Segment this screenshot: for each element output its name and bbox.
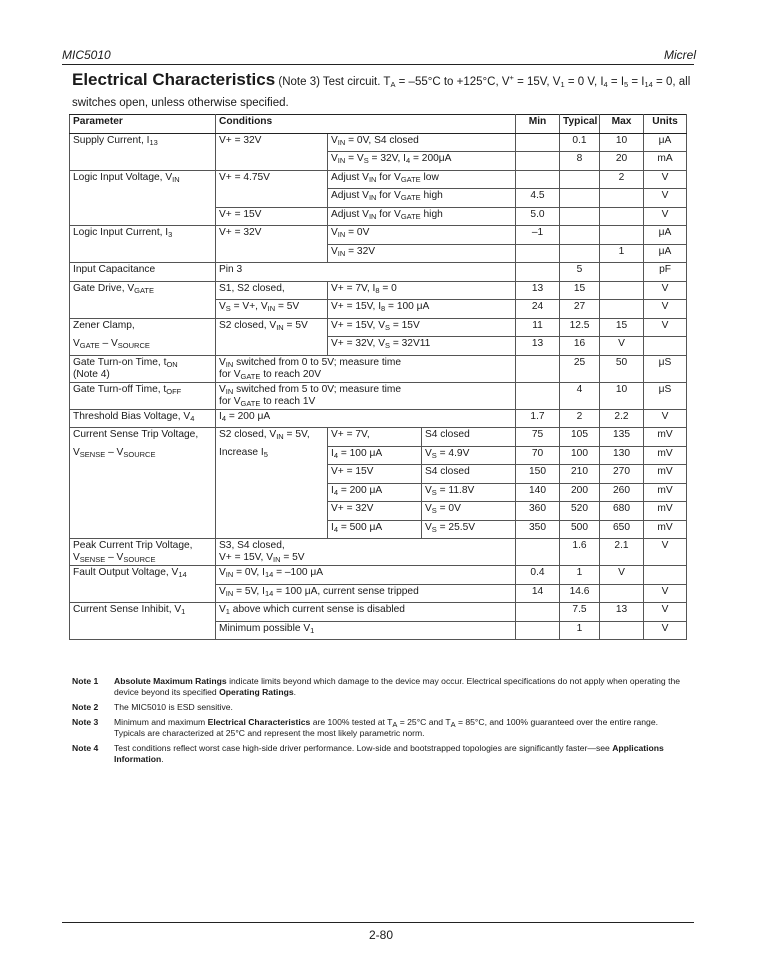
cond-cell: $V_{IN} = 0V$, $I_{14} = -100$ μA bbox=[216, 566, 516, 585]
empty-cell bbox=[600, 226, 644, 245]
cond-cell: Adjust $V_{IN}$ for $V_{GATE}$ high bbox=[328, 207, 516, 226]
page-number: 2-80 bbox=[368, 928, 394, 942]
empty-cell bbox=[70, 244, 216, 263]
max-cell: 260 bbox=[600, 483, 644, 502]
empty-cell bbox=[600, 263, 644, 282]
cond-cell: $V_{IN}$ switched from 0 to 5V; measure time for $V_{GATE}$ to reach 20V bbox=[216, 355, 516, 382]
table-row bbox=[70, 539, 687, 566]
param-cell: $V_{SENSE} - V_{SOURCE}$ bbox=[70, 446, 216, 465]
empty-cell bbox=[516, 152, 560, 171]
max-cell: 1 bbox=[600, 244, 644, 263]
unit-cell: V bbox=[644, 603, 687, 622]
note-2: Note 2 The MIC5010 is ESD sensitive. bbox=[72, 702, 233, 712]
typ-cell: 210 bbox=[560, 465, 600, 484]
cond-cell: V+ = 32V bbox=[216, 133, 328, 152]
empty-cell bbox=[216, 337, 328, 356]
col-units: Units bbox=[644, 115, 687, 134]
max-cell: 15 bbox=[600, 318, 644, 337]
table-row bbox=[70, 281, 687, 300]
cond-cell: S4 closed bbox=[422, 465, 516, 484]
table-row bbox=[70, 170, 687, 189]
cond-cell: $V_S = 25.5V$ bbox=[422, 520, 516, 539]
unit-cell: μA bbox=[644, 226, 687, 245]
typ-cell: 14.6 bbox=[560, 584, 600, 603]
table-row bbox=[70, 502, 687, 521]
typ-cell: 12.5 bbox=[560, 318, 600, 337]
empty-cell bbox=[70, 621, 216, 640]
max-cell: 20 bbox=[600, 152, 644, 171]
param-cell: Logic Input Current, $I_3$ bbox=[70, 226, 216, 245]
table-row bbox=[70, 226, 687, 245]
note-3: Note 3 Minimum and maximum Electrical Characteristics are 100% tested at $T_A = 25^\circ C$ and $T_A = 85^\circ C$, and 100% guaranteed over the entire range. Typicals are characterized at 25°C and represent the most likely parametric norm. bbox=[72, 717, 659, 738]
table-row bbox=[70, 465, 687, 484]
max-cell: 50 bbox=[600, 355, 644, 382]
typ-cell: 105 bbox=[560, 428, 600, 447]
empty-cell bbox=[516, 170, 560, 189]
empty-cell bbox=[70, 584, 216, 603]
col-typical: Typical bbox=[560, 115, 600, 134]
min-cell: 75 bbox=[516, 428, 560, 447]
empty-cell bbox=[216, 502, 328, 521]
min-cell: 70 bbox=[516, 446, 560, 465]
param-cell: Current Sense Inhibit, $V_1$ bbox=[70, 603, 216, 622]
empty-cell bbox=[644, 566, 687, 585]
max-cell: V bbox=[600, 337, 644, 356]
empty-cell bbox=[70, 483, 216, 502]
empty-cell bbox=[600, 621, 644, 640]
cond-cell: V+ = 15V bbox=[328, 465, 422, 484]
unit-cell: V bbox=[644, 584, 687, 603]
empty-cell bbox=[216, 520, 328, 539]
cond-cell: Adjust $V_{IN}$ for $V_{GATE}$ low bbox=[328, 170, 516, 189]
cond-cell: $V_S = V+$, $V_{IN} = 5V$ bbox=[216, 300, 328, 319]
param-cell: Input Capacitance bbox=[70, 263, 216, 282]
min-cell: –1 bbox=[516, 226, 560, 245]
empty-cell bbox=[600, 300, 644, 319]
max-cell: 650 bbox=[600, 520, 644, 539]
header-part-number: MIC5010 bbox=[62, 48, 111, 62]
cond-cell: V+ = 32V, $V_S = 32V11$ bbox=[328, 337, 516, 356]
min-cell: 13 bbox=[516, 337, 560, 356]
cond-cell: $V_{IN} = 32V$ bbox=[328, 244, 516, 263]
unit-cell: V bbox=[644, 300, 687, 319]
typ-cell: 5 bbox=[560, 263, 600, 282]
cond-cell: $V_{IN} = 0V$ bbox=[328, 226, 516, 245]
note-4: Note 4 Test conditions reflect worst case high-side driver performance. Low-side and bootstrapped topologies are significantly faster—see Applications Information. bbox=[72, 743, 664, 764]
max-cell: 13 bbox=[600, 603, 644, 622]
empty-cell bbox=[70, 520, 216, 539]
param-cell: Supply Current, $I_{13}$ bbox=[70, 133, 216, 152]
empty-cell bbox=[516, 355, 560, 382]
table-row bbox=[70, 566, 687, 585]
table-row bbox=[70, 446, 687, 465]
min-cell: 4.5 bbox=[516, 189, 560, 208]
min-cell: 5.0 bbox=[516, 207, 560, 226]
min-cell: 13 bbox=[516, 281, 560, 300]
empty-cell bbox=[216, 465, 328, 484]
max-cell: 2 bbox=[600, 170, 644, 189]
col-conditions: Conditions bbox=[216, 115, 516, 134]
cond-cell: Pin 3 bbox=[216, 263, 516, 282]
empty-cell bbox=[560, 189, 600, 208]
table-row bbox=[70, 355, 687, 382]
unit-cell: V bbox=[644, 539, 687, 566]
unit-cell: mV bbox=[644, 520, 687, 539]
unit-cell: mV bbox=[644, 446, 687, 465]
typ-cell: 500 bbox=[560, 520, 600, 539]
min-cell: 1.7 bbox=[516, 409, 560, 428]
table-row bbox=[70, 409, 687, 428]
unit-cell: pF bbox=[644, 263, 687, 282]
param-cell: Gate Turn-off Time, $t_{OFF}$ bbox=[70, 382, 216, 409]
typ-cell: 100 bbox=[560, 446, 600, 465]
typ-cell: 15 bbox=[560, 281, 600, 300]
cond-cell: $I_4 = 200$ μA bbox=[328, 483, 422, 502]
typ-cell: 1 bbox=[560, 621, 600, 640]
unit-cell: V bbox=[644, 189, 687, 208]
typ-cell: 8 bbox=[560, 152, 600, 171]
max-cell: 135 bbox=[600, 428, 644, 447]
unit-cell: V bbox=[644, 621, 687, 640]
typ-cell: 25 bbox=[560, 355, 600, 382]
table-row bbox=[70, 337, 687, 356]
cond-cell: V+ = 15V, $I_8 = 100$ μA bbox=[328, 300, 516, 319]
unit-cell: μS bbox=[644, 355, 687, 382]
unit-cell: V bbox=[644, 170, 687, 189]
col-max: Max bbox=[600, 115, 644, 134]
empty-cell bbox=[644, 337, 687, 356]
cond-cell: V+ = 4.75V bbox=[216, 170, 328, 189]
param-cell: $V_{GATE} - V_{SOURCE}$ bbox=[70, 337, 216, 356]
cond-cell: $V_S = 4.9V$ bbox=[422, 446, 516, 465]
cond-cell: V+ = 15V bbox=[216, 207, 328, 226]
param-cell bbox=[70, 152, 216, 171]
table-row bbox=[70, 300, 687, 319]
empty-cell bbox=[216, 483, 328, 502]
electrical-characteristics-table bbox=[69, 114, 687, 640]
unit-cell: V bbox=[644, 409, 687, 428]
param-cell: Gate Drive, $V_{GATE}$ bbox=[70, 281, 216, 300]
min-cell: 140 bbox=[516, 483, 560, 502]
empty-cell bbox=[70, 300, 216, 319]
param-cell: Threshold Bias Voltage, $V_4$ bbox=[70, 409, 216, 428]
max-cell: 10 bbox=[600, 382, 644, 409]
cond-cell: V+ = 7V, bbox=[328, 428, 422, 447]
cond-cell: S3, S4 closed, V+ = 15V, $V_{IN} = 5V$ bbox=[216, 539, 516, 566]
empty-cell bbox=[600, 281, 644, 300]
test-conditions: (Note 3) Test circuit. $T_A = -55^\circ C$ to +125°C, V+ = 15V, $V_1 = 0$ V, $I_4 = I_5 = I_{14} = 0$, all bbox=[278, 73, 691, 89]
max-cell: 2.1 bbox=[600, 539, 644, 566]
table-row bbox=[70, 244, 687, 263]
cond-cell bbox=[216, 152, 328, 171]
cond-cell: V+ = 15V, $V_S = 15V$ bbox=[328, 318, 516, 337]
unit-cell: mV bbox=[644, 483, 687, 502]
param-cell: Current Sense Trip Voltage, bbox=[70, 428, 216, 447]
empty-cell bbox=[560, 244, 600, 263]
unit-cell: mV bbox=[644, 502, 687, 521]
footer-rule bbox=[62, 922, 694, 923]
cond-cell: S1, S2 closed, bbox=[216, 281, 328, 300]
table-row bbox=[70, 584, 687, 603]
empty-cell bbox=[600, 584, 644, 603]
cond-cell: $V_{IN}$ switched from 5 to 0V; measure time for $V_{GATE}$ to reach 1V bbox=[216, 382, 516, 409]
section-title: Electrical Characteristics bbox=[72, 70, 276, 89]
cond-cell: S2 closed, $V_{IN} = 5V$ bbox=[216, 318, 328, 337]
table-row bbox=[70, 520, 687, 539]
col-parameter: Parameter bbox=[70, 115, 216, 134]
empty-cell bbox=[560, 170, 600, 189]
typ-cell: 2 bbox=[560, 409, 600, 428]
empty-cell bbox=[600, 189, 644, 208]
table-row bbox=[70, 603, 687, 622]
empty-cell bbox=[516, 244, 560, 263]
cond-cell: $V_{IN} = 5V$, $I_{14} = 100$ μA, current sense tripped bbox=[216, 584, 516, 603]
unit-cell: V bbox=[644, 281, 687, 300]
unit-cell: μA bbox=[644, 133, 687, 152]
typ-cell: 7.5 bbox=[560, 603, 600, 622]
empty-cell bbox=[516, 263, 560, 282]
min-cell: 150 bbox=[516, 465, 560, 484]
cond-cell: S2 closed, $V_{IN} = 5V$, bbox=[216, 428, 328, 447]
empty-cell bbox=[216, 189, 328, 208]
max-cell: 680 bbox=[600, 502, 644, 521]
cond-cell: $V_{IN} = 0V$, S4 closed bbox=[328, 133, 516, 152]
cond-cell: S4 closed bbox=[422, 428, 516, 447]
min-cell: 14 bbox=[516, 584, 560, 603]
cond-cell: $I_4 = 100$ μA bbox=[328, 446, 422, 465]
min-cell: 0.4 bbox=[516, 566, 560, 585]
max-cell: 130 bbox=[600, 446, 644, 465]
min-cell: 360 bbox=[516, 502, 560, 521]
header-rule bbox=[62, 64, 694, 65]
cond-cell: $V_1$ above which current sense is disabled bbox=[216, 603, 516, 622]
min-cell: 11 bbox=[516, 318, 560, 337]
table-row bbox=[70, 263, 687, 282]
table-row bbox=[70, 133, 687, 152]
unit-cell: μS bbox=[644, 382, 687, 409]
section-title-block bbox=[72, 71, 692, 112]
col-min: Min bbox=[516, 115, 560, 134]
param-cell: Logic Input Voltage, $V_{IN}$ bbox=[70, 170, 216, 189]
min-cell: 350 bbox=[516, 520, 560, 539]
empty-cell bbox=[70, 207, 216, 226]
empty-cell bbox=[70, 502, 216, 521]
table-row bbox=[70, 621, 687, 640]
typ-cell: 1.6 bbox=[560, 539, 600, 566]
cond-cell: $I_4 = 500$ μA bbox=[328, 520, 422, 539]
typ-cell: 16 bbox=[560, 337, 600, 356]
table-header-row bbox=[70, 115, 687, 134]
min-cell bbox=[516, 133, 560, 152]
cond-cell: V+ = 7V, $I_8 = 0$ bbox=[328, 281, 516, 300]
cond-cell: Adjust $V_{IN}$ for $V_{GATE}$ high bbox=[328, 189, 516, 208]
max-cell: 2.2 bbox=[600, 409, 644, 428]
note-1: Note 1 Absolute Maximum Ratings indicate limits beyond which damage to the device may occur. Electrical specifications do not apply when operating the device beyond its specified Operating Ratings. bbox=[72, 676, 681, 697]
empty-cell bbox=[516, 382, 560, 409]
empty-cell bbox=[560, 207, 600, 226]
cond-cell: $V_{IN} = V_S = 32V$, $I_4 = 200\mu A$ bbox=[328, 152, 516, 171]
table-row bbox=[70, 207, 687, 226]
cond-cell: V+ = 32V bbox=[328, 502, 422, 521]
empty-cell bbox=[216, 244, 328, 263]
cond-cell: V+ = 32V bbox=[216, 226, 328, 245]
unit-cell: V bbox=[644, 318, 687, 337]
table-row bbox=[70, 318, 687, 337]
table-row bbox=[70, 152, 687, 171]
typ-cell: 4 bbox=[560, 382, 600, 409]
cond-cell: Minimum possible $V_1$ bbox=[216, 621, 516, 640]
max-cell: 270 bbox=[600, 465, 644, 484]
param-cell: Fault Output Voltage, $V_{14}$ bbox=[70, 566, 216, 585]
test-conditions-line2: switches open, unless otherwise specified. bbox=[72, 97, 289, 109]
param-cell: Peak Current Trip Voltage, $V_{SENSE} - V_{SOURCE}$ bbox=[70, 539, 216, 566]
empty-cell bbox=[560, 226, 600, 245]
typ-cell: 520 bbox=[560, 502, 600, 521]
unit-cell: V bbox=[644, 207, 687, 226]
param-cell: Zener Clamp, bbox=[70, 318, 216, 337]
max-cell: 10 bbox=[600, 133, 644, 152]
cond-cell: $I_4 = 200$ μA bbox=[216, 409, 516, 428]
table-row bbox=[70, 428, 687, 447]
notes-section bbox=[72, 676, 687, 769]
typ-cell: 0.1 bbox=[560, 133, 600, 152]
header-company: Micrel bbox=[664, 48, 696, 62]
cond-cell: $V_S = 11.8V$ bbox=[422, 483, 516, 502]
unit-cell: mV bbox=[644, 465, 687, 484]
unit-cell: mV bbox=[644, 428, 687, 447]
param-cell: Gate Turn-on Time, $t_{ON}$ (Note 4) bbox=[70, 355, 216, 382]
cond-cell: $V_S = 0V$ bbox=[422, 502, 516, 521]
table-row bbox=[70, 189, 687, 208]
unit-cell: mA bbox=[644, 152, 687, 171]
table-row bbox=[70, 483, 687, 502]
empty-cell bbox=[516, 539, 560, 566]
empty-cell bbox=[600, 207, 644, 226]
typ-cell: 27 bbox=[560, 300, 600, 319]
typ-cell: 200 bbox=[560, 483, 600, 502]
empty-cell bbox=[516, 603, 560, 622]
unit-cell: μA bbox=[644, 244, 687, 263]
empty-cell bbox=[516, 621, 560, 640]
empty-cell bbox=[70, 189, 216, 208]
typ-cell: 1 bbox=[560, 566, 600, 585]
cond-cell: Increase $I_5$ bbox=[216, 446, 328, 465]
max-cell: V bbox=[600, 566, 644, 585]
min-cell: 24 bbox=[516, 300, 560, 319]
table-row bbox=[70, 382, 687, 409]
empty-cell bbox=[70, 465, 216, 484]
